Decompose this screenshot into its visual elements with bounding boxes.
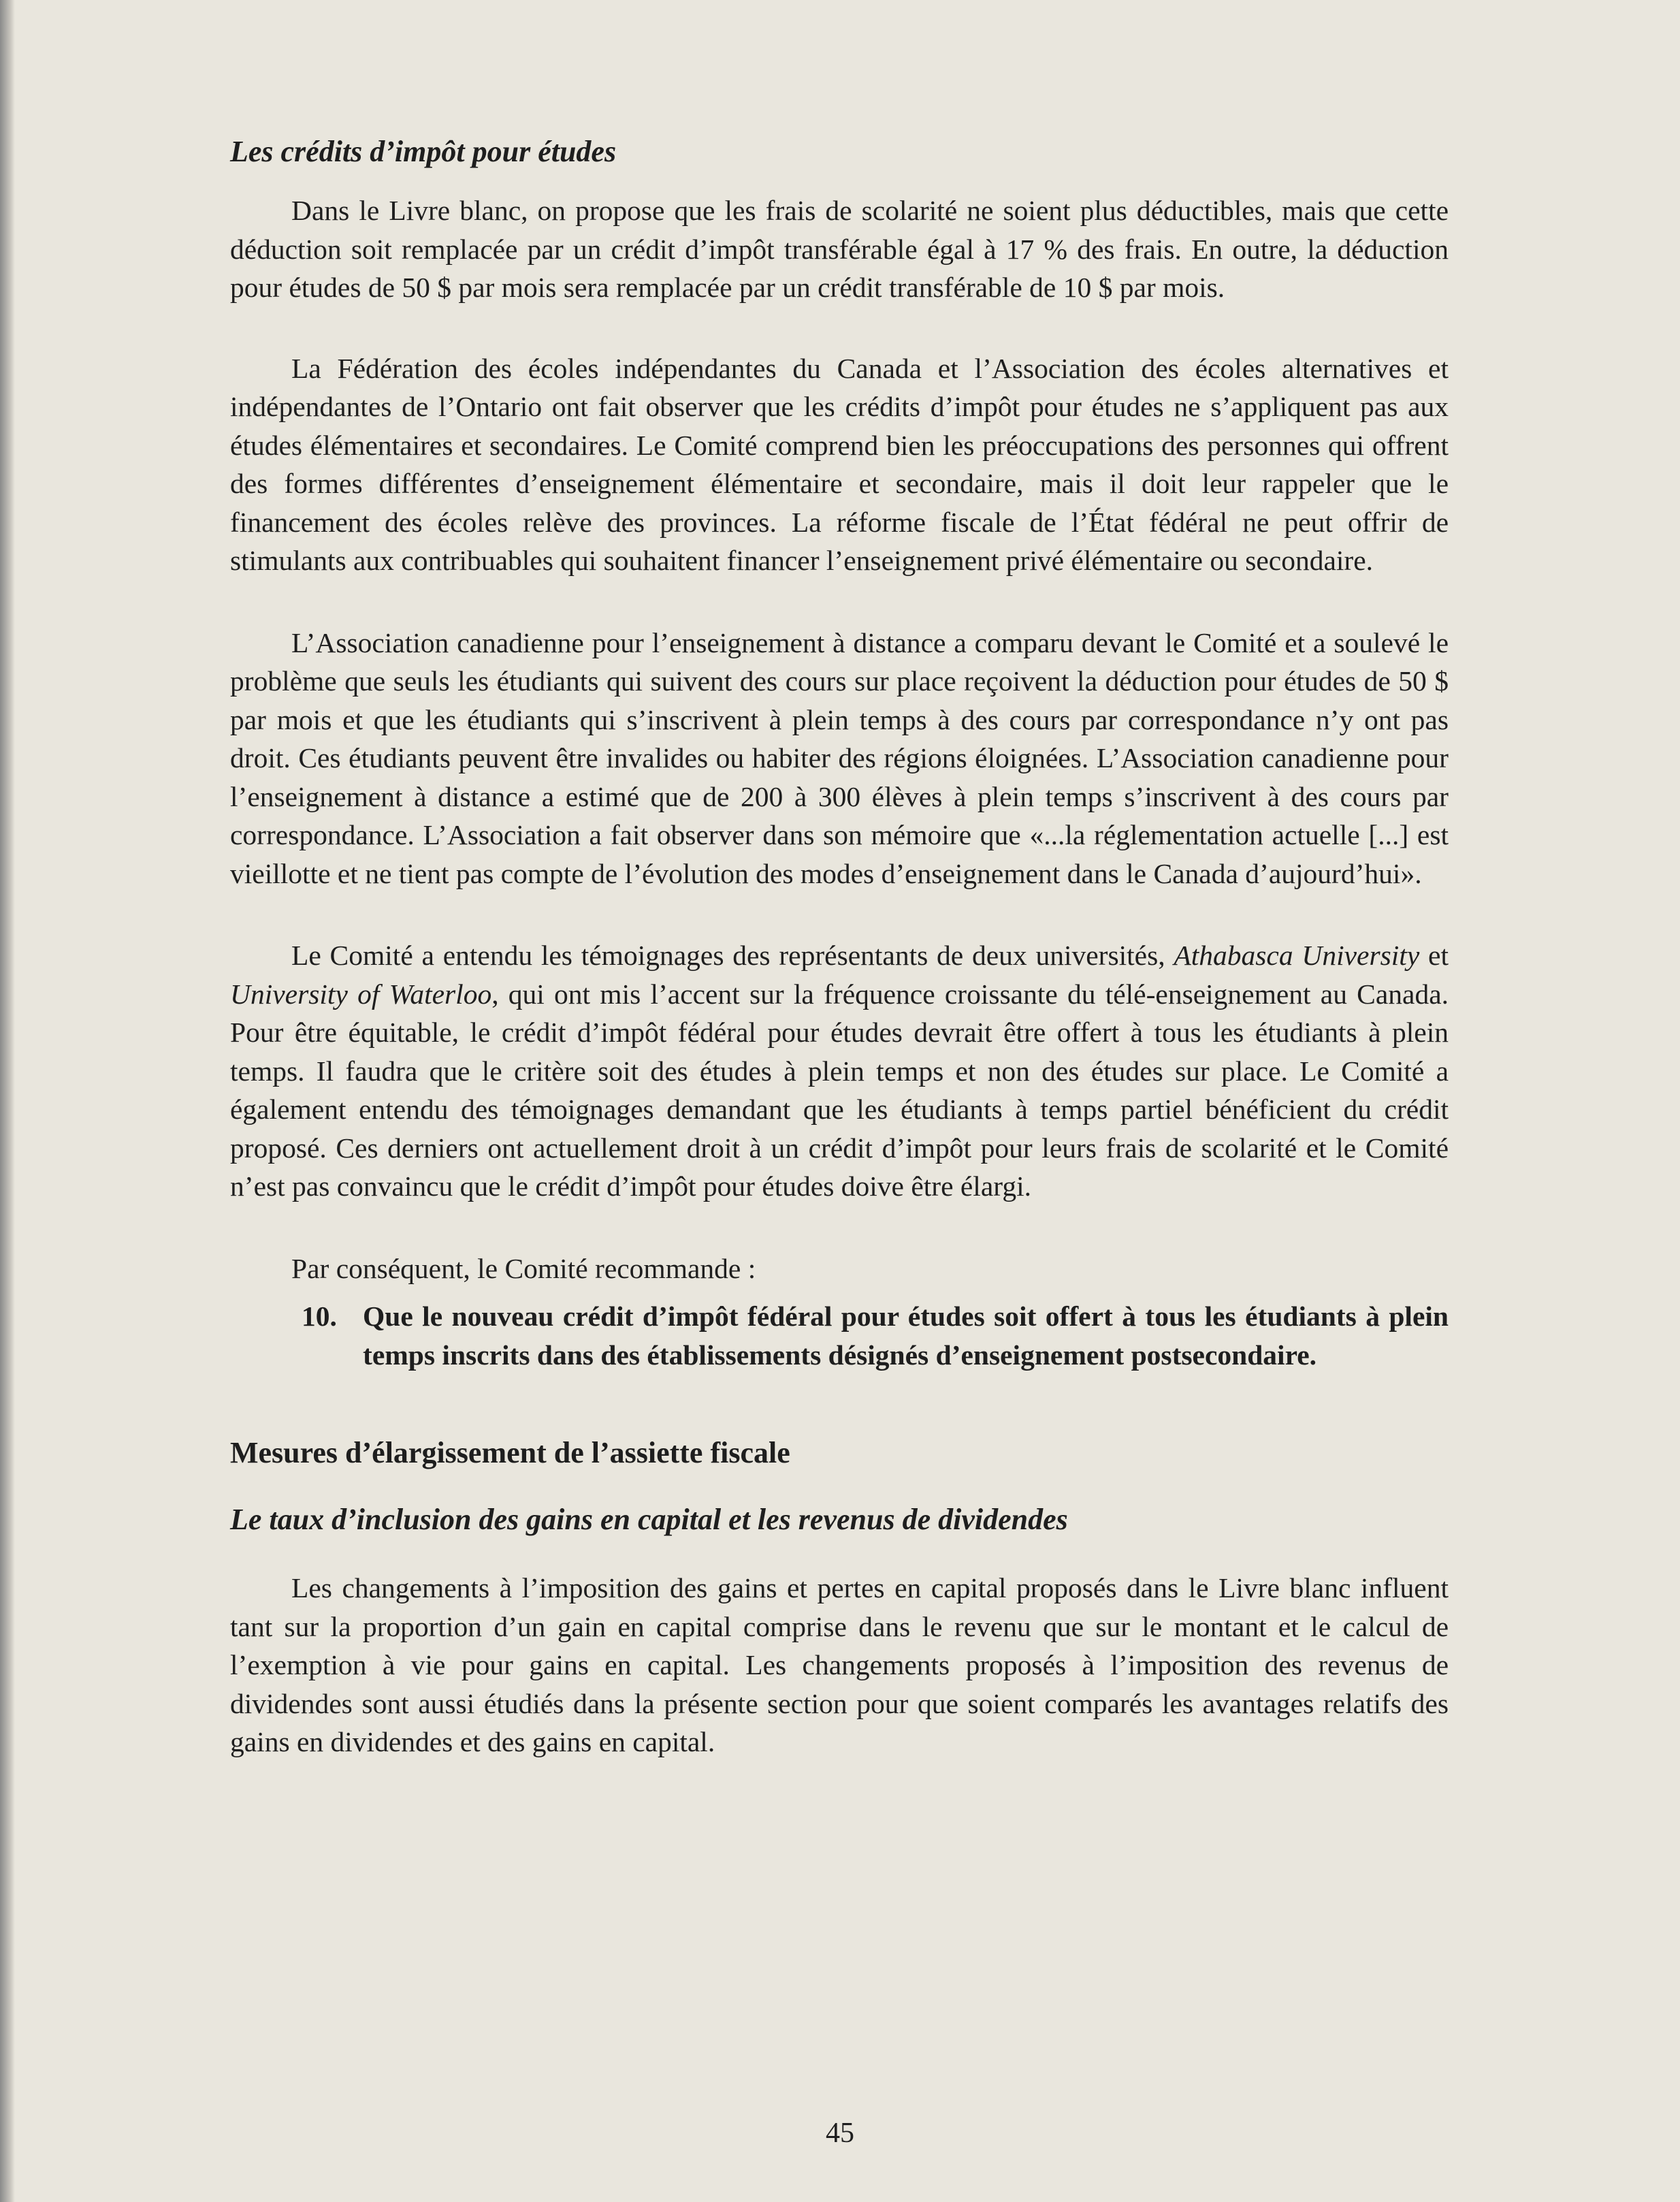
page-number: 45 — [826, 2118, 854, 2149]
section-heading-measures: Mesures d’élargissement de l’assiette fiscale — [230, 1436, 790, 1469]
paragraph-4 — [230, 936, 1449, 1206]
paragraph-4-end: , qui ont mis l’accent sur la fréquence croissante du télé-enseignement au Canada. Pour être équitable, le crédit d’impôt fédéral pour études devrait être offert à tous les étudiants à plein temps. Il faudra que le critère soit des études à plein temps et non des études sur place. Le Comité a également entendu des témoignages demandant que les étudiants à temps partiel bénéficient du crédit proposé. Ces derniers ont actuellement droit à un crédit d’impôt pour leurs frais de scolarité et le Comité n’est pas convaincu que le crédit d’impôt pour études doive être élargi. — [230, 978, 1449, 1202]
university-waterloo: University of Waterloo — [230, 978, 492, 1010]
section-heading-credits: Les crédits d’impôt pour études — [230, 135, 617, 168]
document-page — [230, 133, 1449, 1761]
university-athabasca: Athabasca University — [1174, 940, 1420, 971]
recommendation-intro: Par conséquent, le Comité recommande : — [291, 1252, 756, 1284]
paragraph-3: L’Association canadienne pour l’enseignement à distance a comparu devant le Comité et a soulevé le problème que seuls les étudiants qui suivent des cours sur place reçoivent la déduction pour études de 50 $ par mois et que les étudiants qui s’inscrivent à plein temps à des cours par correspondance n’y ont pas droit. Ces étudiants peuvent être invalides ou habiter des régions éloignées. L’Association canadienne pour l’enseignement à distance a estimé que de 200 à 300 élèves à plein temps s’inscrivent à des cours par correspondance. L’Association a fait observer dans son mémoire que «...la réglementation actuelle [...] est vieillotte et ne tient pas compte de l’évolution des modes d’enseignement dans le Canada d’aujourd’hui». — [230, 626, 1449, 889]
paragraph-capital-gains: Les changements à l’imposition des gains et pertes en capital proposés dans le Livre blanc influent tant sur la proportion d’un gain en capital comprise dans le revenu que sur le montant et le calcul de l’exemption à vie pour gains en capital. Les changements proposés à l’imposition des revenus de dividendes sont aussi étudiés dans la présente section pour que soient comparés les avantages relatifs des gains en dividendes et des gains en capital. — [230, 1572, 1449, 1757]
binding-edge — [0, 0, 15, 2202]
recommendation-text: Que le nouveau crédit d’impôt fédéral pour études soit offert à tous les étudiants à plein temps inscrits dans des établissements désignés d’enseignement postsecondaire. — [363, 1301, 1449, 1371]
recommendation-number: 10. — [302, 1301, 337, 1332]
paragraph-2: La Fédération des écoles indépendantes du Canada et l’Association des écoles alternatives et indépendantes de l’Ontario ont fait observer que les crédits d’impôt pour études ne s’appliquent pas aux études élémentaires et secondaires. Le Comité comprend bien les préoccupations des personnes qui offrent des formes différentes d’enseignement élémentaire et secondaire, mais il doit leur rappeler que le financement des écoles relève des provinces. La réforme fiscale de l’État fédéral ne peut offrir de stimulants aux contribuables qui souhaitent financer l’enseignement privé élémentaire ou secondaire. — [230, 352, 1449, 576]
paragraph-4-start: Le Comité a entendu les témoignages des représentants de deux universités, — [291, 940, 1174, 971]
paragraph-1: Dans le Livre blanc, on propose que les frais de scolarité ne soient plus déductibles, mais que cette déduction soit remplacée par un crédit d’impôt transférable égal à 17 % des frais. En outre, la déduction pour études de 50 $ par mois sera remplacée par un crédit transférable de 10 $ par mois. — [230, 195, 1449, 303]
subsection-heading-capital-gains: Le taux d’inclusion des gains en capital et les revenus de dividendes — [230, 1503, 1068, 1536]
recommendation-10 — [302, 1297, 1449, 1374]
paragraph-4-and: et — [1419, 940, 1449, 971]
